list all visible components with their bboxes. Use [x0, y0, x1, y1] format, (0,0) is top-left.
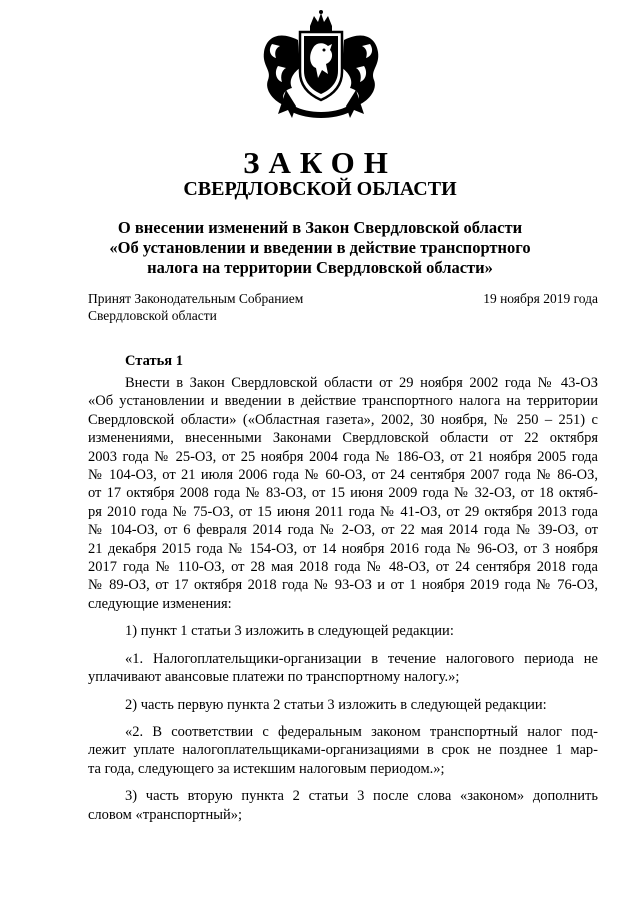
item-2: [88, 696, 598, 714]
text-line: № 104-ОЗ, от 21 июля 2006 года № 60-ОЗ, от 24 сентября 2007 года № 86-ОЗ,: [88, 467, 598, 484]
text-line: «1. Налогоплательщики-организации в течение налогового периода не: [125, 650, 598, 667]
text-line: 1) пункт 1 статьи 3 изложить в следующей редакции:: [125, 623, 454, 640]
quote-1: [88, 650, 598, 687]
text-line: «Об установлении и введении в действие транспортного налога на территории: [88, 393, 598, 410]
text-line: от 17 октября 2008 года № 83-ОЗ, от 15 июня 2009 года № 32-ОЗ, от 18 октяб-: [88, 485, 598, 502]
item-3: [88, 787, 598, 824]
adoption-line: Свердловской области: [88, 307, 217, 323]
text-line: уплачивают авансовые платежи по транспортному налогу.»;: [88, 669, 460, 686]
text-line: 3) часть вторую пункта 2 статьи 3 после слова «законом» дополнить: [125, 788, 598, 805]
text-line: Свердловской области» («Областная газета», 2002, 30 ноября, № 250 – 251) с: [88, 411, 598, 428]
paragraph-amendment: [88, 374, 598, 613]
item-1: [88, 622, 598, 640]
quote-2: [88, 723, 598, 778]
text-line: 2003 года № 25-ОЗ, от 25 ноября 2004 года № 186-ОЗ, от 21 ноября 2005 года: [88, 448, 598, 465]
article-title: Статья 1: [125, 353, 183, 369]
article-body: [88, 374, 598, 824]
text-line: «2. В соответствии с федеральным законом транспортный налог под-: [125, 723, 598, 740]
right-sable-supporter-icon: [342, 36, 378, 118]
region-title: СВЕРДЛОВСКОЙ ОБЛАСТИ: [183, 178, 457, 200]
text-line: следующие изменения:: [88, 595, 232, 612]
text-line: та года, следующего за истекшим налоговым периодом.»;: [88, 760, 445, 777]
adoption-line: Принят Законодательным Собранием: [88, 291, 304, 306]
text-line: лежит уплате налогоплательщиками-организациями в срок не позднее 1 мар-: [88, 742, 598, 759]
shield-icon: [300, 32, 342, 100]
text-line: Внести в Закон Свердловской области от 29 ноября 2002 года № 43-ОЗ: [125, 375, 598, 391]
coat-of-arms-emblem: [258, 10, 384, 122]
text-line: 2) часть первую пункта 2 статьи 3 изложить в следующей редакции:: [125, 696, 547, 713]
crown-icon: [310, 10, 332, 31]
adoption-date: 19 ноября 2019 года: [483, 291, 598, 306]
heading-line: «Об установлении и введении в действие транспортного: [109, 238, 531, 257]
text-line: № 104-ОЗ, от 6 февраля 2014 года № 2-ОЗ, от 22 мая 2014 года № 39-ОЗ, от: [88, 522, 598, 539]
text-line: 2017 года № 110-ОЗ, от 28 мая 2018 года № 48-ОЗ, от 24 сентября 2018 года: [88, 559, 598, 576]
heading-line: О внесении изменений в Закон Свердловской области: [117, 218, 523, 237]
adoption-body: [88, 291, 303, 324]
text-line: № 89-ОЗ, от 17 октября 2018 года № 93-ОЗ и от 1 ноября 2019 года № 76-ОЗ,: [88, 577, 598, 594]
document-type-title: ЗАКОН: [243, 145, 397, 180]
law-heading: [0, 218, 640, 278]
text-line: ря 2010 года № 75-ОЗ, от 15 июня 2011 года № 41-ОЗ, от 29 октября 2013 года: [88, 503, 598, 520]
left-sable-supporter-icon: [264, 36, 300, 118]
heading-line: налога на территории Свердловской области»: [147, 258, 493, 277]
text-line: изменениями, внесенными Законами Свердловской области от 22 октября: [88, 430, 598, 447]
text-line: 21 декабря 2015 года № 154-ОЗ, от 14 ноября 2016 года № 96-ОЗ, от 3 ноября: [88, 540, 598, 557]
text-line: словом «транспортный»;: [88, 806, 243, 823]
